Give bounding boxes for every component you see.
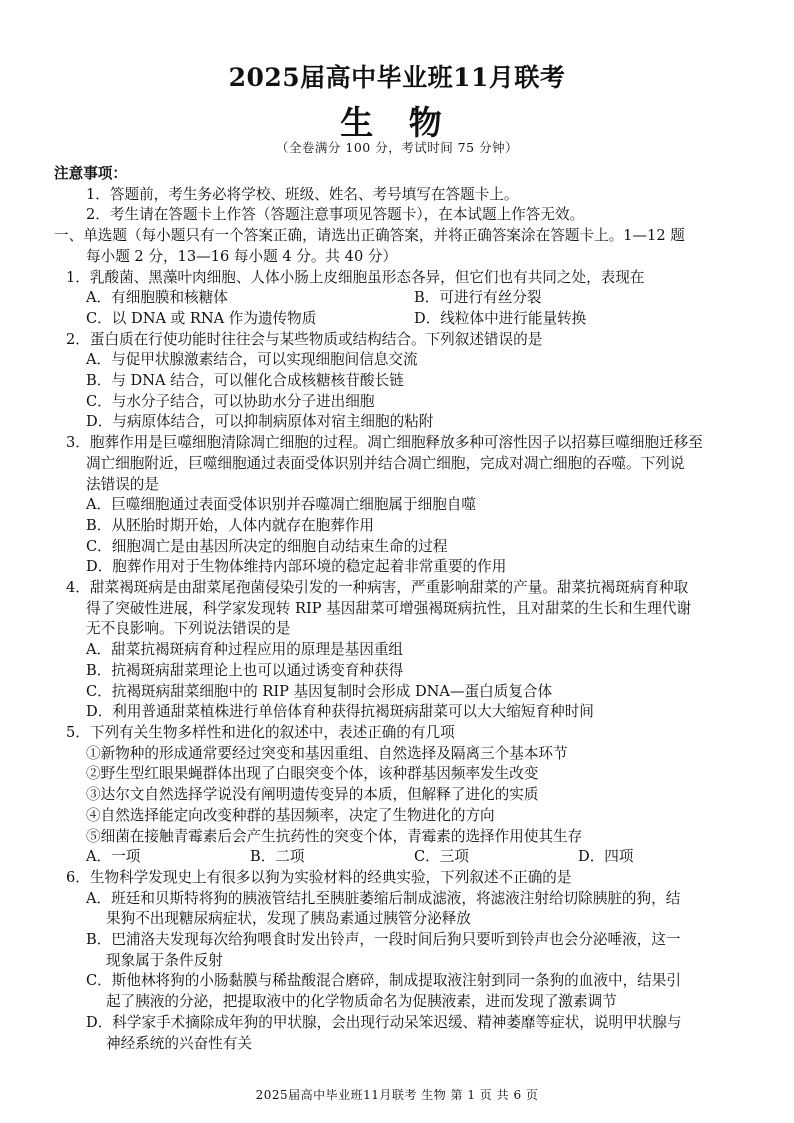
question-4-stem: 4．甜菜褐斑病是由甜菜尾孢菌侵染引发的一种病害，严重影响甜菜的产量。甜菜抗褐斑病育种取: [66, 579, 689, 597]
question-5-statement-3: ③达尔文自然选择学说没有阐明遗传变异的本质，但解释了进化的实质: [86, 786, 539, 804]
exam-content: [54, 164, 766, 1054]
question-6-option-b-cont: 现象属于条件反射: [106, 951, 223, 969]
question-3-option-a: A．巨噬细胞通过表面受体识别并吞噬凋亡细胞属于细胞自噬: [86, 496, 476, 514]
question-2-option-a: A．与促甲状腺激素结合，可以实现细胞间信息交流: [86, 351, 418, 369]
question-6-option-b: B．巴浦洛夫发现每次给狗喂食时发出铃声，一段时间后狗只要听到铃声也会分泌唾液，这一: [86, 931, 681, 949]
question-5-option-c: C．三项: [414, 848, 469, 866]
question-5-options-row: [54, 847, 766, 868]
question-5-statement-1: ①新物种的形成通常要经过突变和基因重组、自然选择及隔离三个基本环节: [86, 744, 568, 762]
question-4-option-b: B．抗褐斑病甜菜理论上也可以通过诱变育种获得: [86, 661, 404, 679]
question-6-stem: 6．生物科学发现史上有很多以狗为实验材料的经典实验，下列叙述不正确的是: [66, 868, 572, 886]
question-6-option-c-cont: 起了胰液的分泌，把提取液中的化学物质命名为促胰液素，进而发现了激素调节: [106, 993, 617, 1011]
question-1-option-b: B．可进行有丝分裂: [414, 289, 542, 307]
question-5-statement-5: ⑤细菌在接触青霉素后会产生抗药性的突变个体，青霉素的选择作用使其生存: [86, 827, 583, 845]
section-heading: 一、单选题（每小题只有一个答案正确，请选出正确答案，并将正确答案涂在答题卡上。1—12 题: [54, 227, 685, 245]
question-2-option-d: D．与病原体结合，可以抑制病原体对宿主细胞的粘附: [86, 413, 434, 431]
section-heading-cont: 每小题 2 分，13—16 每小题 4 分。共 40 分）: [86, 247, 398, 265]
question-6-option-c: C．斯他林将狗的小肠黏膜与稀盐酸混合磨碎，制成提取液注射到同一条狗的血液中，结果引: [86, 972, 681, 990]
question-1-option-d: D．线粒体中进行能量转换: [414, 309, 587, 327]
question-5-stem: 5．下列有关生物多样性和进化的叙述中，表述正确的有几项: [66, 723, 455, 741]
question-5-option-b: B．二项: [250, 848, 305, 866]
page-footer: 2025届高中毕业班11月联考 生物 第 1 页 共 6 页: [255, 1088, 539, 1102]
question-4-option-d: D．利用普通甜菜植株进行单倍体育种获得抗褐斑病甜菜可以大大缩短育种时间: [86, 703, 594, 721]
question-5-statement-4: ④自然选择能定向改变种群的基因频率，决定了生物进化的方向: [86, 806, 495, 824]
exam-subtitle: （全卷满分 100 分，考试时间 75 分钟）: [275, 140, 519, 155]
note-item-1: 1．答题前，考生务必将学校、班级、姓名、考号填写在答题卡上。: [86, 185, 519, 203]
question-1-options-row-2: [54, 309, 766, 330]
question-3-stem-cont-2: 法错误的是: [86, 475, 159, 493]
question-4-stem-cont-1: 得了突破性进展，科学家发现转 RIP 基因甜菜可增强褐斑病抗性，且对甜菜的生长和生理代谢: [86, 599, 692, 617]
exam-title: 2025届高中毕业班11月联考: [228, 63, 566, 92]
question-3-stem: 3．胞葬作用是巨噬细胞清除凋亡细胞的过程。凋亡细胞释放多种可溶性因子以招募巨噬细胞迁移至: [66, 434, 703, 452]
question-1-options-row-1: [54, 288, 766, 309]
subject-title: 生 物: [340, 103, 454, 142]
question-4-stem-cont-2: 无不良影响。下列说法错误的是: [86, 620, 291, 638]
question-3-option-b: B．从胚胎时期开始，人体内就存在胞葬作用: [86, 516, 375, 534]
question-4-option-c: C．抗褐斑病甜菜细胞中的 RIP 基因复制时会形成 DNA—蛋白质复合体: [86, 682, 553, 700]
question-5-option-d: D．四项: [578, 848, 634, 866]
question-5-statement-2: ②野生型红眼果蝇群体出现了白眼突变个体，该种群基因频率发生改变: [86, 765, 539, 783]
question-4-option-a: A．甜菜抗褐斑病育种过程应用的原理是基因重组: [86, 641, 404, 659]
question-6-option-d: D．科学家手术摘除成年狗的甲状腺，会出现行动呆笨迟缓、精神萎靡等症状，说明甲状腺与: [86, 1013, 682, 1031]
question-2-stem: 2．蛋白质在行使功能时往往会与某些物质或结构结合。下列叙述错误的是: [66, 330, 543, 348]
question-1-option-a: A．有细胞膜和核糖体: [86, 289, 228, 307]
question-6-option-a: A．班廷和贝斯特将狗的胰液管结扎至胰脏萎缩后制成滤液，将滤液注射给切除胰脏的狗，结: [86, 889, 681, 907]
question-3-option-c: C．细胞凋亡是由基因所决定的细胞自动结束生命的过程: [86, 537, 448, 555]
question-1-stem: 1．乳酸菌、黑藻叶肉细胞、人体小肠上皮细胞虽形态各异，但它们也有共同之处，表现在: [66, 268, 645, 286]
question-6-option-d-cont: 神经系统的兴奋性有关: [106, 1034, 252, 1052]
notes-heading: 注意事项：: [54, 165, 127, 182]
question-3-stem-cont-1: 凋亡细胞附近，巨噬细胞通过表面受体识别并结合凋亡细胞，完成对凋亡细胞的吞噬。下列说: [86, 454, 685, 472]
question-5-option-a: A．一项: [86, 848, 141, 866]
question-1-option-c: C．以 DNA 或 RNA 作为遗传物质: [86, 309, 317, 327]
question-3-option-d: D．胞葬作用对于生物体维持内部环境的稳定起着非常重要的作用: [86, 558, 507, 576]
note-item-2: 2．考生请在答题卡上作答（答题注意事项见答题卡），在本试题上作答无效。: [86, 206, 585, 224]
question-6-option-a-cont: 果狗不出现糖尿病症状，发现了胰岛素通过胰管分泌释放: [106, 910, 471, 928]
question-2-option-c: C．与水分子结合，可以协助水分子进出细胞: [86, 392, 375, 410]
question-2-option-b: B．与 DNA 结合，可以催化合成核糖核苷酸长链: [86, 372, 404, 390]
